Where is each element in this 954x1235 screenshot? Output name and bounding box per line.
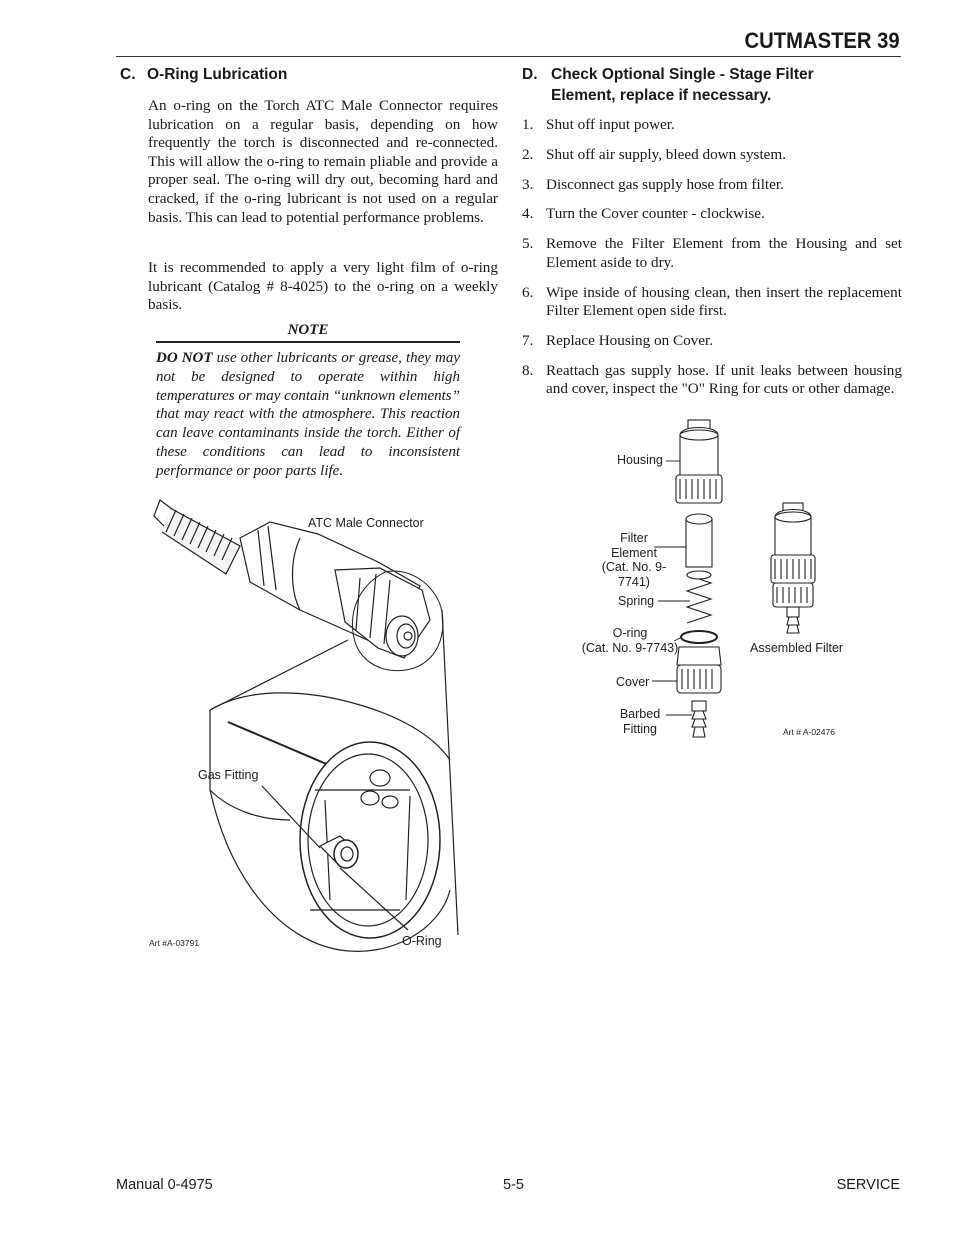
step-text: Remove the Filter Element from the Housing and set Element aside to dry. <box>546 235 902 271</box>
label-o-ring: O-Ring <box>402 934 442 948</box>
label-oring-line-2: (Cat. No. 9-7743) <box>581 640 679 655</box>
cover-part <box>677 647 721 693</box>
label-filter-line-3: (Cat. No. 9-7741) <box>601 560 667 589</box>
section-c-paragraph-1: An o-ring on the Torch ATC Male Connector requires lubrication on a regular basis, depending on how frequently the torch is disconnected and re-connected. This will allow the o-ring to remain pliable and provide a proper seal. The o-ring will dry out, becoming hard and cracked, if the o-ring lubricant is not used on a regular basis. This can lead to potential performance problems. <box>148 97 498 226</box>
step-text: Disconnect gas supply hose from filter. <box>546 175 784 193</box>
step-text: Reattach gas supply hose. If unit leaks between housing and cover, inspect the "O" Ring for cuts or other damage. <box>546 361 902 398</box>
note-box <box>156 322 460 481</box>
housing-part <box>676 420 722 503</box>
section-d-title-line-1: Check Optional Single - Stage Filter <box>551 66 814 83</box>
art-number-right: Art # A-02476 <box>783 727 835 737</box>
step-number: 4. <box>522 205 534 223</box>
step-text: Turn the Cover counter - clockwise. <box>546 205 765 223</box>
step-item <box>522 116 902 135</box>
header-rule <box>116 56 901 57</box>
note-text: use other lubricants or grease, they may not be designed to operate within high temperatures or may contain “unknown elements” that may react with the atmosphere. This reaction can leave contaminants inside the torch. Either of these conditions can lead to inconsistent performance or poor parts life. <box>156 350 460 479</box>
note-title: NOTE <box>287 322 329 338</box>
label-o-ring-filter <box>580 626 680 655</box>
section-d-label: D. <box>522 66 538 83</box>
label-cover: Cover <box>616 675 650 689</box>
note-rule <box>156 341 460 343</box>
label-assembled-filter: Assembled Filter <box>750 641 844 655</box>
atc-connector-illustration <box>140 490 480 960</box>
section-c-title: O-Ring Lubrication <box>147 66 288 83</box>
spring-part <box>687 571 711 623</box>
label-housing: Housing <box>617 453 663 467</box>
step-number: 3. <box>522 175 534 193</box>
step-text: Shut off air supply, bleed down system. <box>546 145 787 163</box>
assembled-filter <box>771 503 815 633</box>
label-atc-male-connector: ATC Male Connector <box>308 516 424 530</box>
document-title: CUTMASTER 39 <box>744 28 900 53</box>
hose-spring <box>154 500 240 574</box>
step-number: 5. <box>522 235 534 253</box>
art-number-left: Art #A-03791 <box>149 938 200 948</box>
section-d-title-line-2: Element, replace if necessary. <box>551 87 772 104</box>
label-filter-element <box>586 531 682 589</box>
footer-section-name: SERVICE <box>836 1177 900 1193</box>
step-text: Replace Housing on Cover. <box>546 331 714 349</box>
section-d <box>522 64 902 398</box>
step-item <box>522 176 902 195</box>
label-barbed-fitting <box>614 707 666 736</box>
o-ring-part <box>681 631 717 643</box>
step-text: Wipe inside of housing clean, then insert the replacement Filter Element open side first. <box>546 283 902 320</box>
step-number: 8. <box>522 361 534 379</box>
footer-manual-number: Manual 0-4975 <box>116 1177 213 1193</box>
step-number: 6. <box>522 283 534 301</box>
step-item <box>522 205 902 224</box>
section-c-paragraph-2: It is recommended to apply a very light film of o-ring lubricant (Catalog # 8-4025) to the o-ring on a weekly basis. <box>148 259 498 314</box>
label-barbed-line-2: Fitting <box>622 721 658 736</box>
label-filter-line-2: Element <box>611 545 657 560</box>
step-list <box>522 116 902 410</box>
section-c-label: C. <box>120 66 136 83</box>
label-spring: Spring <box>618 594 655 608</box>
footer-page-number: 5-5 <box>503 1177 524 1193</box>
step-item <box>522 284 902 321</box>
step-number: 1. <box>522 116 534 133</box>
step-text: Shut off input power. <box>546 116 675 133</box>
note-body <box>156 349 460 481</box>
label-barbed-line-1: Barbed <box>619 707 661 721</box>
label-filter-line-1: Filter <box>620 531 648 545</box>
step-number: 7. <box>522 331 534 349</box>
step-item <box>522 146 902 165</box>
section-c-heading <box>120 64 498 85</box>
step-item <box>522 332 902 351</box>
note-emphasis: DO NOT <box>156 350 213 366</box>
label-oring-line-1: O-ring <box>612 626 648 640</box>
step-item <box>522 235 902 272</box>
step-number: 2. <box>522 145 534 163</box>
filter-element-part <box>686 514 712 567</box>
section-d-heading <box>522 64 902 106</box>
section-c <box>120 64 498 479</box>
barbed-fitting-part <box>692 701 706 737</box>
step-item <box>522 362 902 399</box>
label-gas-fitting: Gas Fitting <box>198 768 259 782</box>
